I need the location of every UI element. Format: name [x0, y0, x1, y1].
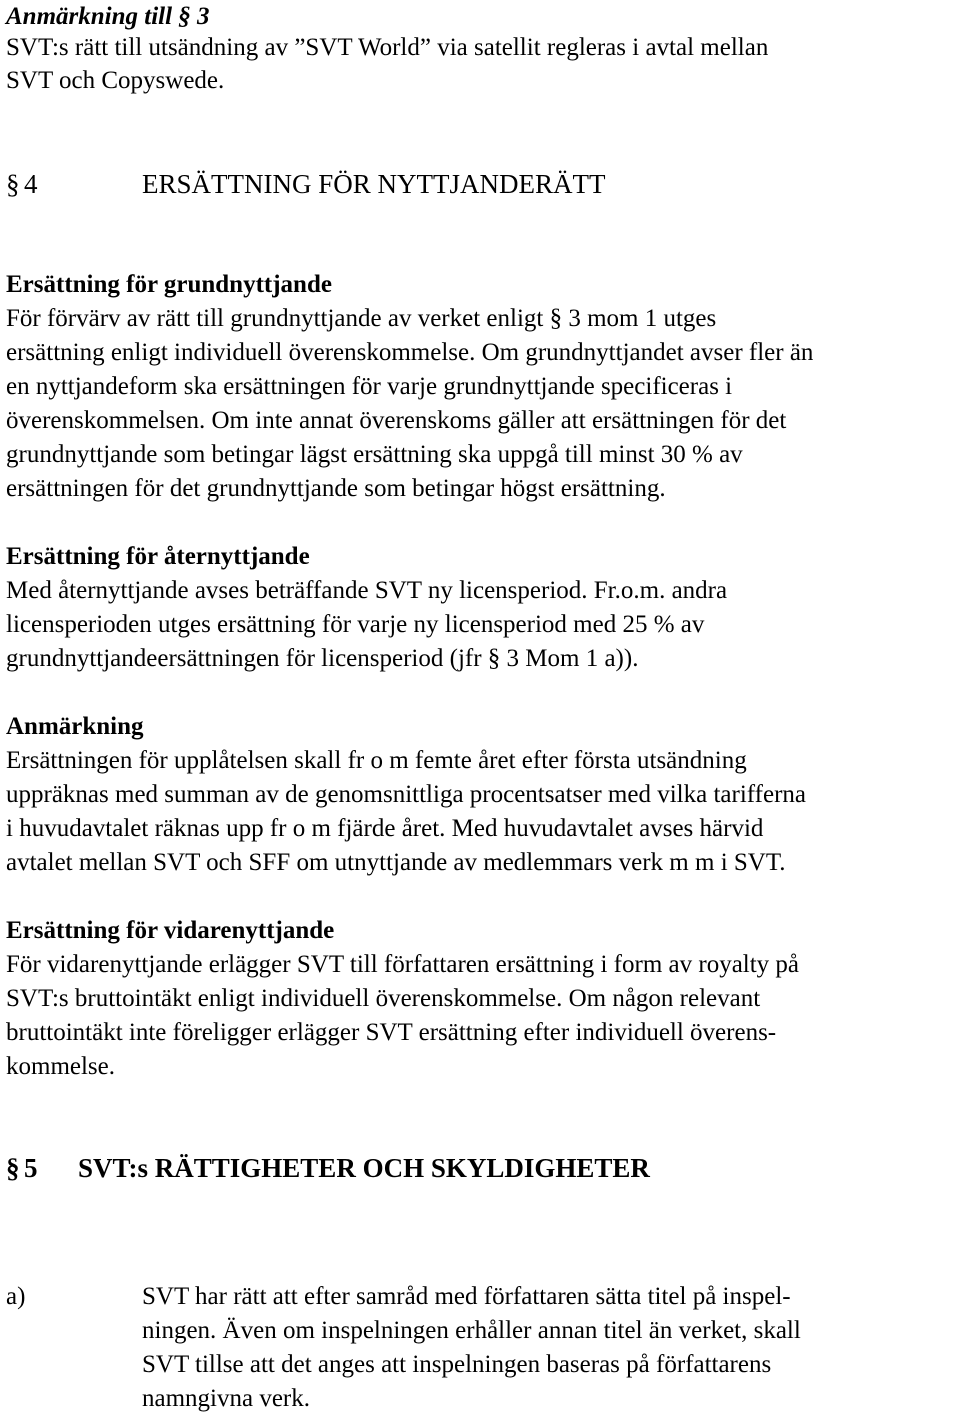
item-a-line: namngivna verk. [142, 1385, 311, 1412]
grund-line: ersättning enligt individuell överenskommelse. Om grundnyttjandet avser fler än [6, 339, 814, 366]
note-line: uppräknas med summan av de genomsnittliga procentsatser med vilka tarifferna [6, 781, 806, 808]
ater-heading: Ersättning för åternyttjande [6, 543, 310, 570]
grund-line: För förvärv av rätt till grundnyttjande av verket enligt § 3 mom 1 utges [6, 305, 717, 332]
grund-line: ersättningen för det grundnyttjande som betingar högst ersättning. [6, 475, 666, 502]
section5-symbol: § [6, 1153, 20, 1183]
item-a-line: ningen. Även om inspelningen erhåller annan titel än verket, skall [142, 1317, 801, 1344]
item-a-line: SVT tillse att det anges att inspelningen baseras på författarens [142, 1351, 772, 1378]
grund-line: grundnyttjande som betingar lägst ersättning ska uppgå till minst 30 % av [6, 441, 743, 468]
note-line: i huvudavtalet räknas upp fr o m fjärde året. Med huvudavtalet avses härvid [6, 815, 764, 842]
note-line: avtalet mellan SVT och SFF om utnyttjande av medlemmars verk m m i SVT. [6, 849, 786, 876]
section5-number: 5 [24, 1153, 38, 1183]
note3-line: SVT:s rätt till utsändning av ”SVT World” via satellit regleras i avtal mellan [6, 34, 769, 61]
note-heading: Anmärkning [6, 713, 144, 740]
vidare-line: SVT:s bruttointäkt enligt individuell överenskommelse. Om någon relevant [6, 985, 761, 1012]
grund-line: överenskommelsen. Om inte annat överenskoms gäller att ersättningen för det [6, 407, 787, 434]
vidare-line: bruttointäkt inte föreligger erlägger SVT ersättning efter individuell överens- [6, 1019, 777, 1046]
ater-line: grundnyttjandeersättningen för licensperiod (jfr § 3 Mom 1 a)). [6, 645, 639, 672]
vidare-heading: Ersättning för vidarenyttjande [6, 917, 335, 944]
section4-symbol: § [6, 169, 20, 199]
note-line: Ersättningen för upplåtelsen skall fr o m femte året efter första utsändning [6, 747, 747, 774]
ater-line: Med åternyttjande avses beträffande SVT ny licensperiod. Fr.o.m. andra [6, 577, 728, 604]
grund-line: en nyttjandeform ska ersättningen för varje grundnyttjande specificeras i [6, 373, 733, 400]
grund-heading: Ersättning för grundnyttjande [6, 271, 332, 298]
note3-line: SVT och Copyswede. [6, 67, 225, 94]
item-a-label: a) [6, 1283, 26, 1310]
vidare-line: För vidarenyttjande erlägger SVT till författaren ersättning i form av royalty på [6, 951, 800, 978]
ater-line: licensperioden utges ersättning för varje ny licensperiod med 25 % av [6, 611, 705, 638]
note3-heading: Anmärkning till § 3 [6, 3, 210, 30]
section4-title: ERSÄTTNING FÖR NYTTJANDERÄTT [142, 169, 606, 199]
section5-title: SVT:s RÄTTIGHETER OCH SKYLDIGHETER [78, 1153, 650, 1183]
vidare-line: kommelse. [6, 1053, 116, 1080]
section4-number: 4 [24, 169, 38, 199]
item-a-line: SVT har rätt att efter samråd med författaren sätta titel på inspel- [142, 1283, 791, 1310]
